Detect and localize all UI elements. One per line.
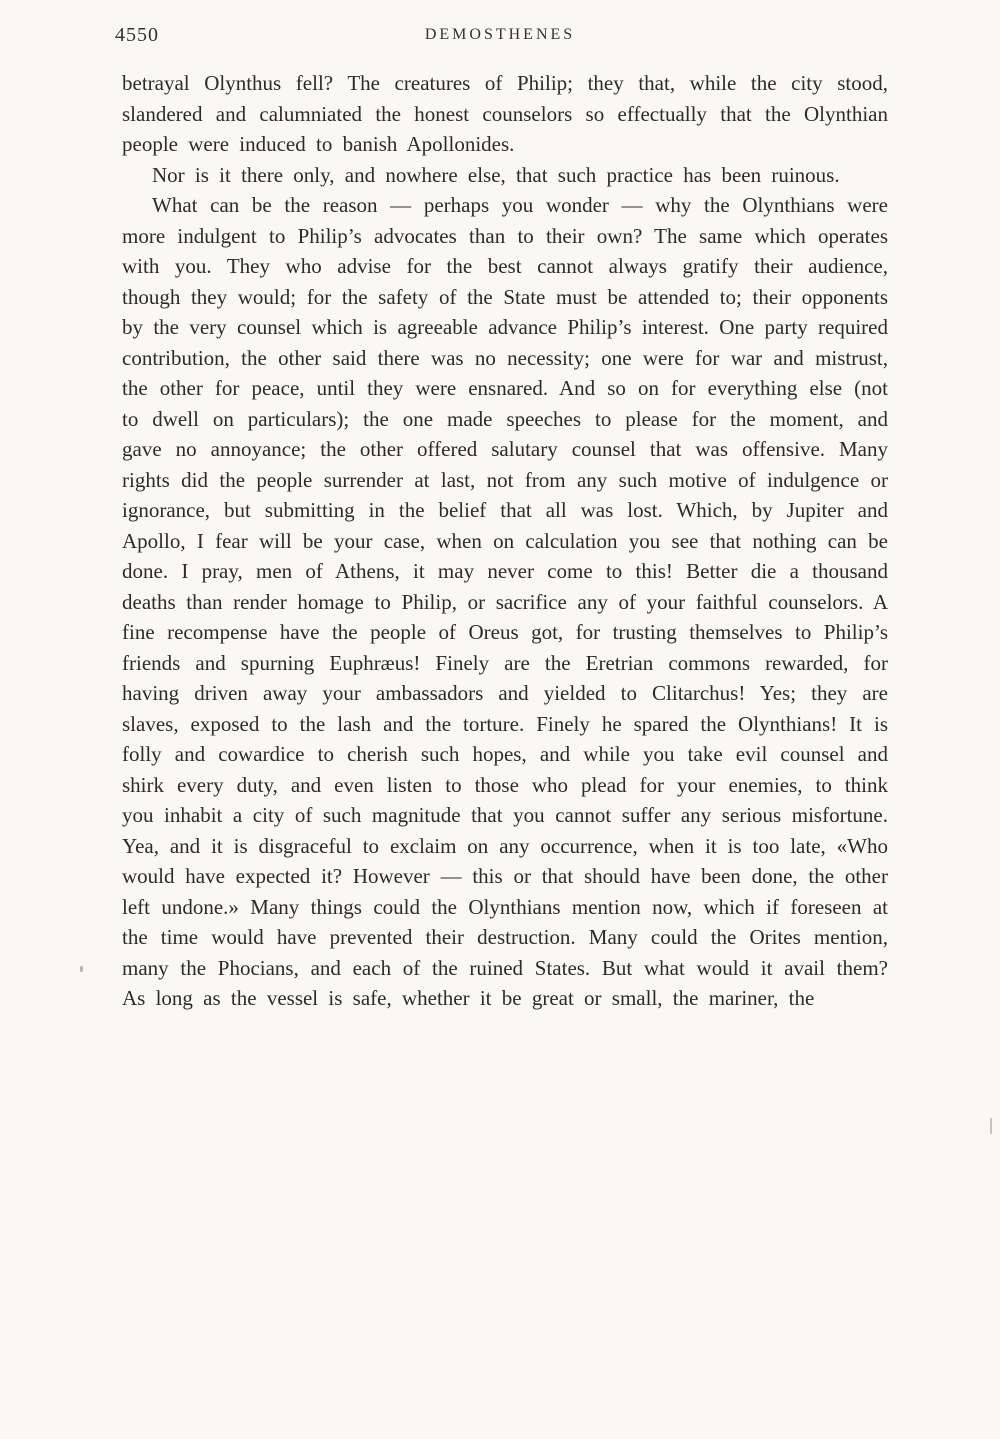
paragraph: Nor is it there only, and nowhere else, that such practice has been ruinous.: [152, 162, 840, 187]
running-head: [115, 20, 885, 48]
scan-artifact-dot: [80, 966, 83, 972]
paragraph: betrayal Olynthus fell? The creatures of Philip; they that, while the city stood, slandered and calumniated the honest counselors so effectually that the Olynthian people were induced to banish Apollonides.: [122, 71, 888, 156]
page-header-title: DEMOSTHENES: [424, 26, 576, 43]
page-number: 4550: [115, 24, 159, 46]
paragraph: What can be the reason — perhaps you wonder — why the Olynthians were more indulgent to Philip’s advocates than to their own? The same which operates with you. They who advise for the best cannot always gratify their audience, though they would; for the safety of the State must be attended to; their opponents by the very counsel which is agreeable advance Philip’s interest. One party required contribution, the other said there was no necessity; one were for war and mistrust, the other for peace, until they were ensnared. And so on for everything else (not to dwell on particulars); the one made speeches to please for the moment, and gave no annoyance; the other offered salutary counsel that was offensive. Many rights did the people surrender at last, not from any such motive of indulgence or ignorance, but submitting in the belief that all was lost. Which, by Jupiter and Apollo, I fear will be your case, when on calculation you see that nothing can be done. I pray, men of Athens, it may never come to this! Better die a thousand deaths than render homage to Philip, or sacrifice any of your faithful counselors. A fine recompense have the people of Oreus got, for trusting themselves to Philip’s friends and spurning Euphræus! Finely are the Eretrian commons rewarded, for having driven away your ambassadors and yielded to Clitarchus! Yes; they are slaves, exposed to the lash and the torture. Finely he spared the Olynthians! It is folly and cowardice to cherish such hopes, and while you take evil counsel and shirk every duty, and even listen to those who plead for your enemies, to think you inhabit a city of such magnitude that you cannot suffer any serious misfortune. Yea, and it is disgraceful to exclaim on any occurrence, when it is too late, «Who would have expected it? However — this or that should have been done, the other left undone.» Many things could the Olynthians mention now, which if foreseen at the time would have prevented their destruction. Many could the Orites mention, many the Phocians, and each of the ruined States. But what would it avail them? As long as the vessel is safe, whether it be great or small, the mariner, the: [122, 193, 888, 1010]
scan-artifact-tick: [990, 1118, 992, 1134]
body-text: [122, 68, 888, 1014]
